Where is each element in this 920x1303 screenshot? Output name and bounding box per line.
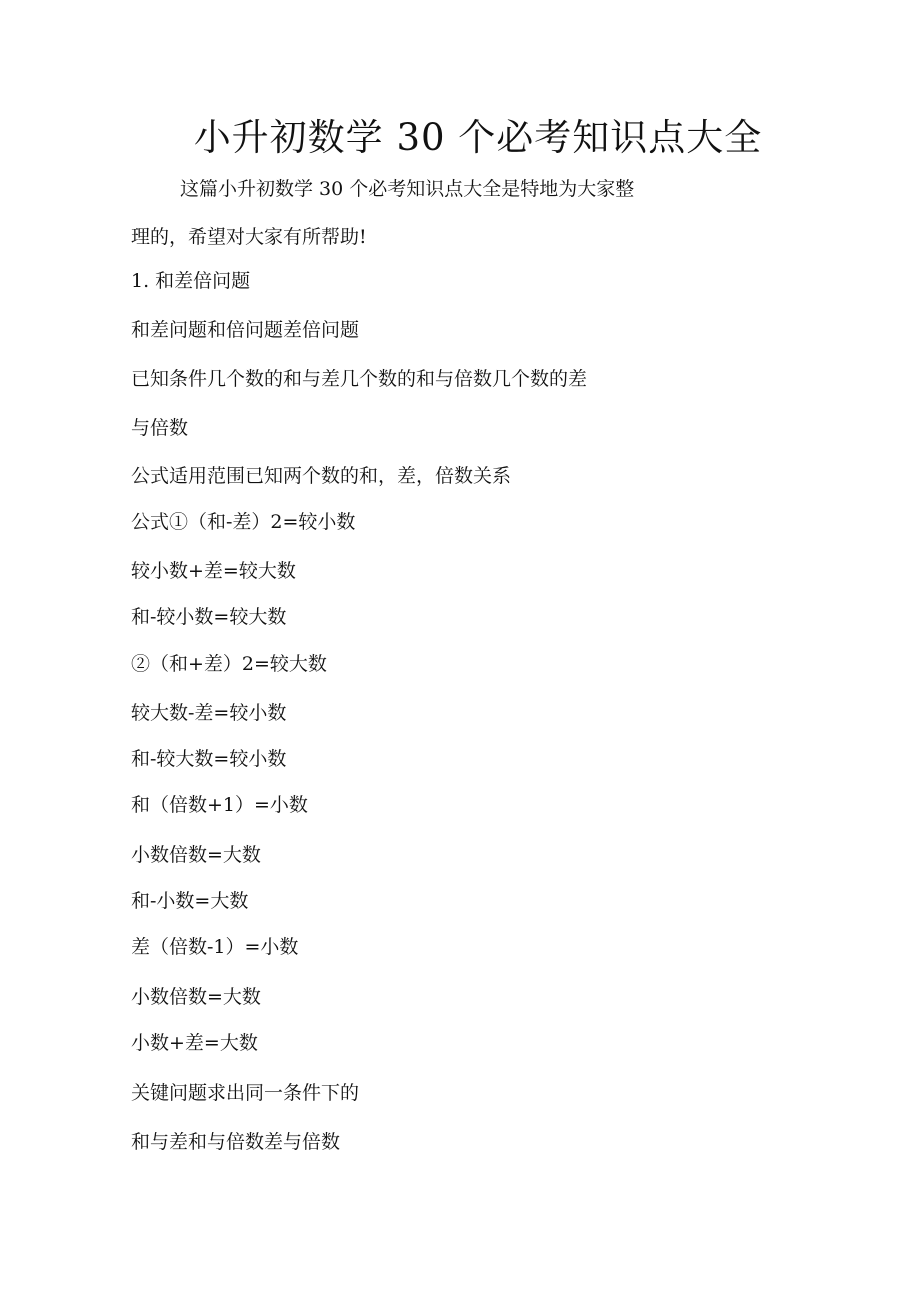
formula-line: 小数倍数=大数 bbox=[131, 986, 261, 1008]
formula-line: 较大数-差=较小数 bbox=[131, 702, 287, 724]
text-line: 和与差和与倍数差与倍数 bbox=[131, 1131, 341, 1153]
intro-line-1: 这篇小升初数学 30 个必考知识点大全是特地为大家整 bbox=[180, 178, 635, 200]
formula-line: 较小数+差=较大数 bbox=[131, 560, 296, 582]
text-line: 与倍数 bbox=[131, 417, 189, 439]
formula-line: 小数倍数=大数 bbox=[131, 844, 261, 866]
formula-line: 差（倍数-1）=小数 bbox=[131, 936, 299, 958]
formula-line: 和-小数=大数 bbox=[131, 890, 249, 912]
formula-line: ②（和+差）2=较大数 bbox=[131, 653, 327, 675]
formula-line: 和-较大数=较小数 bbox=[131, 748, 287, 770]
text-line: 公式适用范围已知两个数的和，差，倍数关系 bbox=[131, 465, 512, 487]
section-heading: 1. 和差倍问题 bbox=[131, 270, 251, 292]
intro-line-2: 理的，希望对大家有所帮助! bbox=[131, 226, 367, 248]
formula-line: 和（倍数+1）=小数 bbox=[131, 794, 308, 816]
formula-line: 小数+差=大数 bbox=[131, 1032, 258, 1054]
text-line: 关键问题求出同一条件下的 bbox=[131, 1082, 360, 1104]
document-title: 小升初数学 30 个必考知识点大全 bbox=[193, 116, 763, 159]
formula-line: 和-较小数=较大数 bbox=[131, 606, 287, 628]
formula-line: 公式①（和-差）2=较小数 bbox=[131, 511, 356, 533]
text-line: 和差问题和倍问题差倍问题 bbox=[131, 319, 360, 341]
text-line: 已知条件几个数的和与差几个数的和与倍数几个数的差 bbox=[131, 368, 588, 390]
